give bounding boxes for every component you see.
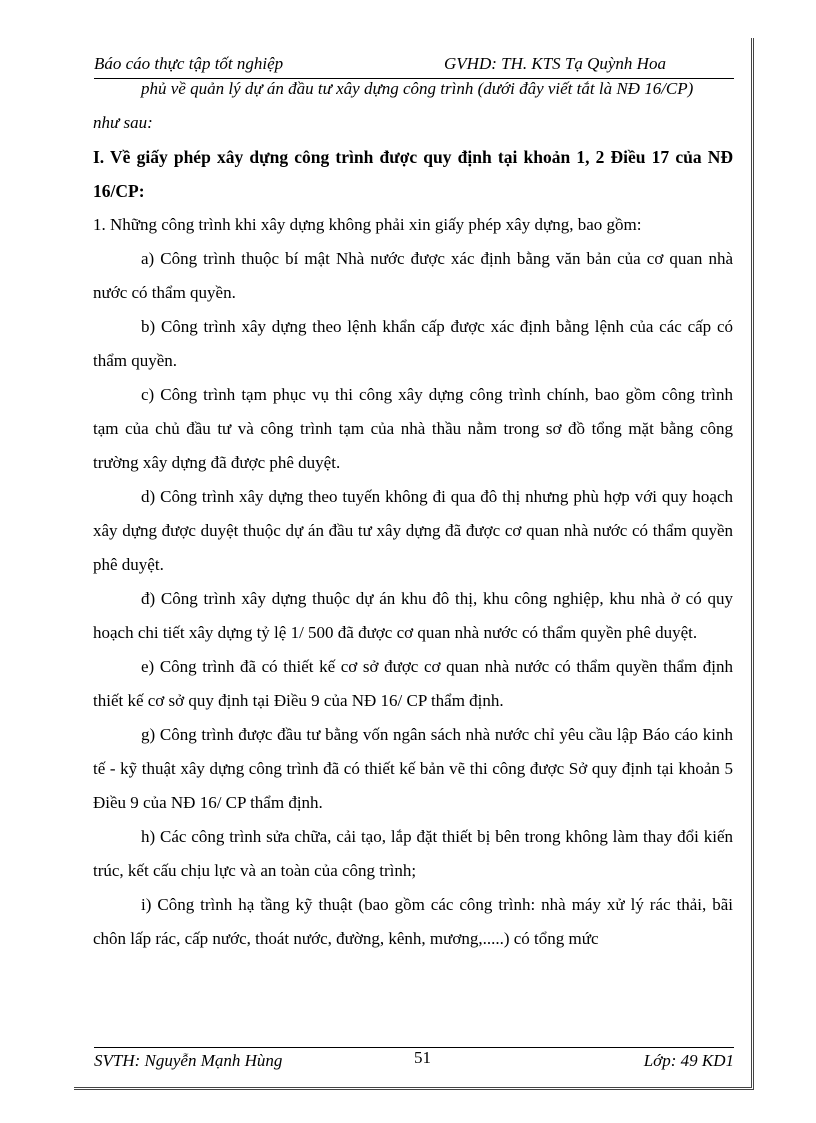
footer-student: SVTH: Nguyễn Mạnh Hùng: [94, 1051, 283, 1070]
list-item-g: g) Công trình được đầu tư bằng vốn ngân sách nhà nước chỉ yêu cầu lập Báo cáo kinh tế - kỹ thuật xây dựng công trình đã có thiết kế bản vẽ thi công được Sở quy định tại khoản 5 Điều 9 của NĐ 16/ CP thẩm định.: [93, 725, 733, 812]
list-item-i: i) Công trình hạ tầng kỹ thuật (bao gồm các công trình: nhà máy xử lý rác thải, bãi chôn lấp rác, cấp nước, thoát nước, đường, kênh, mương,.....) có tổng mức: [93, 895, 733, 948]
page-number: 51: [414, 1048, 431, 1067]
list-item-h: h) Các công trình sửa chữa, cải tạo, lắp đặt thiết bị bên trong không làm thay đổi kiến trúc, kết cấu chịu lực và an toàn của công trình;: [93, 827, 733, 880]
list-item-dd: đ) Công trình xây dựng thuộc dự án khu đô thị, khu công nghiệp, khu nhà ở có quy hoạch chi tiết xây dựng tỷ lệ 1/ 500 đã được cơ quan nhà nước có thẩm quyền phê duyệt.: [93, 589, 733, 642]
list-item-b: b) Công trình xây dựng theo lệnh khẩn cấp được xác định bằng lệnh của các cấp có thẩm quyền.: [93, 317, 733, 370]
header-report-title: Báo cáo thực tập tốt nghiệp: [94, 54, 284, 73]
header-supervisor: GVHD: TH. KTS Tạ Quỳnh Hoa: [444, 54, 666, 73]
page-footer: [94, 1047, 734, 1074]
list-item-a: a) Công trình thuộc bí mật Nhà nước được xác định bằng văn bản của cơ quan nhà nước có thẩm quyền.: [93, 249, 733, 302]
list-item-c: c) Công trình tạm phục vụ thi công xây dựng công trình chính, bao gồm công trình tạm của chủ đầu tư và công trình tạm của nhà thầu nằm trong sơ đồ tổng mặt bằng công trường xây dựng đã được phê duyệt.: [93, 385, 733, 472]
point-1: 1. Những công trình khi xây dựng không phải xin giấy phép xây dựng, bao gồm:: [93, 215, 642, 234]
list-item-e: e) Công trình đã có thiết kế cơ sở được cơ quan nhà nước có thẩm quyền thẩm định thiết kế cơ sở quy định tại Điều 9 của NĐ 16/ CP thẩm định.: [93, 657, 733, 710]
footer-class: Lớp: 49 KD1: [643, 1051, 734, 1070]
section-heading: I. Về giấy phép xây dựng công trình được quy định tại khoản 1, 2 Điều 17 của NĐ 16/CP:: [93, 147, 733, 201]
list-item-d: d) Công trình xây dựng theo tuyến không đi qua đô thị nhưng phù hợp với quy hoạch xây dựng được duyệt thuộc dự án đầu tư xây dựng đã được cơ quan nhà nước có thẩm quyền phê duyệt.: [93, 487, 733, 574]
page-content: [93, 72, 733, 956]
intro-line: phủ về quản lý dự án đầu tư xây dựng công trình (dưới đây viết tắt là NĐ 16/CP): [141, 79, 694, 98]
intro-line-continued: như sau:: [93, 113, 153, 132]
